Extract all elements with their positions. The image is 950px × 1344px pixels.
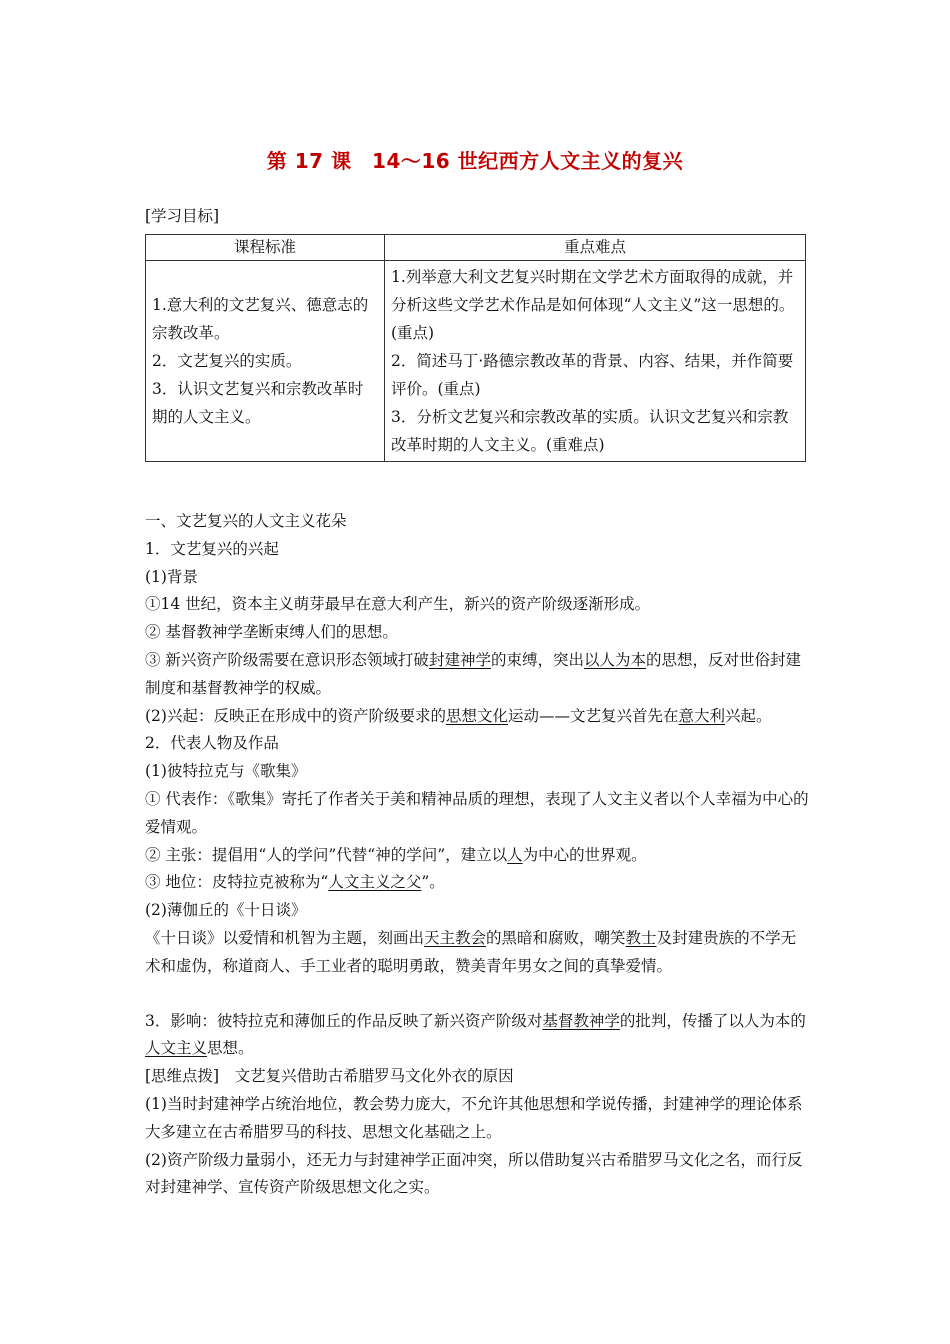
paragraph: ② 基督教神学垄断束缚人们的思想。 (145, 623, 398, 642)
subsection-heading: (1)背景 (145, 567, 198, 586)
key-term: 以人为本 (583, 650, 646, 669)
paragraph: ③ 地位：皮特拉克被称为“人文主义之父”。 (145, 873, 445, 892)
key-term: 人文主义 (145, 1039, 208, 1058)
standard-item: 1.意大利的文艺复兴、德意志的宗教改革。 (152, 296, 369, 342)
course-standard-cell (146, 261, 385, 462)
header-key-points: 重点难点 (385, 235, 806, 261)
paragraph: ② 主张：提倡用“人的学问”代替“神的学问”，建立以人为中心的世界观。 (145, 845, 647, 864)
paragraph: (2)兴起：反映正在形成中的资产阶级要求的思想文化运动——文艺复兴首先在意大利兴起。 (145, 706, 772, 725)
keypoint-item: 2．简述马丁·路德宗教改革的背景、内容、结果，并作简要评价。(重点) (391, 352, 794, 398)
spacer (145, 981, 810, 1008)
paragraph: 《十日谈》以爱情和机智为主题，刻画出天主教会的黑暗和腐败，嘲笑教士及封建贵族的不学无术和虚伪，称道商人、手工业者的聪明勇敢，赞美青年男女之间的真挚爱情。 (145, 928, 797, 975)
standard-item: 2．文艺复兴的实质。 (152, 352, 302, 370)
subsection-heading: (2)薄伽丘的《十日谈》 (145, 901, 307, 920)
header-course-standard: 课程标准 (146, 235, 385, 261)
paragraph: ① 代表作：《歌集》寄托了作者关于美和精神品质的理想，表现了人文主义者以个人幸福为中心的爱情观。 (145, 789, 809, 836)
key-term: 思想文化 (445, 706, 508, 725)
paragraph: (1)当时封建神学占统治地位，教会势力庞大，不允许其他思想和学说传播，封建神学的理论体系大多建立在古希腊罗马的科技、思想文化基础之上。 (145, 1094, 803, 1141)
subsection-heading: (1)彼特拉克与《歌集》 (145, 762, 307, 781)
keypoint-item: 1.列举意大利文艺复兴时期在文学艺术方面取得的成就，并分析这些文学艺术作品是如何体现“人文主义”这一思想的。(重点) (391, 268, 795, 342)
key-term: 人 (507, 845, 523, 864)
table-row (146, 261, 806, 462)
learning-goals-table (145, 234, 806, 462)
table-header-row (146, 235, 806, 261)
key-term: 封建神学 (428, 650, 491, 669)
page-title: 第 17 课 14～16 世纪西方人文主义的复兴 (266, 149, 684, 173)
paragraph: ①14 世纪，资本主义萌芽最早在意大利产生，新兴的资产阶级逐渐形成。 (145, 595, 651, 614)
paragraph: 3．影响：彼特拉克和薄伽丘的作品反映了新兴资产阶级对基督教神学的批判，传播了以人为本的人文主义思想。 (145, 1011, 806, 1058)
thinking-tip-heading: [思维点拨] 文艺复兴借助古希腊罗马文化外衣的原因 (145, 1067, 514, 1086)
subsection-heading: 1．文艺复兴的兴起 (145, 539, 279, 558)
key-term: 意大利 (678, 706, 726, 725)
section-heading: 一、文艺复兴的人文主义花朵 (145, 512, 347, 530)
key-term: 天主教会 (424, 928, 487, 947)
key-term: 基督教神学 (542, 1011, 620, 1030)
keypoint-item: 3．分析文艺复兴和宗教改革的实质。认识文艺复兴和宗教改革时期的人文主义。(重难点) (391, 408, 789, 454)
key-points-cell (385, 261, 806, 462)
learning-goals-label: [学习目标] (145, 207, 220, 225)
lesson-content (145, 508, 810, 1202)
key-term: 人文主义之父 (328, 873, 422, 892)
paragraph: ③ 新兴资产阶级需要在意识形态领域打破封建神学的束缚，突出以人为本的思想，反对世俗封建制度和基督教神学的权威。 (145, 650, 801, 697)
subsection-heading: 2．代表人物及作品 (145, 734, 279, 753)
key-term: 教士 (625, 928, 657, 947)
paragraph: (2)资产阶级力量弱小，还无力与封建神学正面冲突，所以借助复兴古希腊罗马文化之名，而行反对封建神学、宣传资产阶级思想文化之实。 (145, 1150, 803, 1197)
standard-item: 3．认识文艺复兴和宗教改革时期的人文主义。 (152, 380, 364, 426)
